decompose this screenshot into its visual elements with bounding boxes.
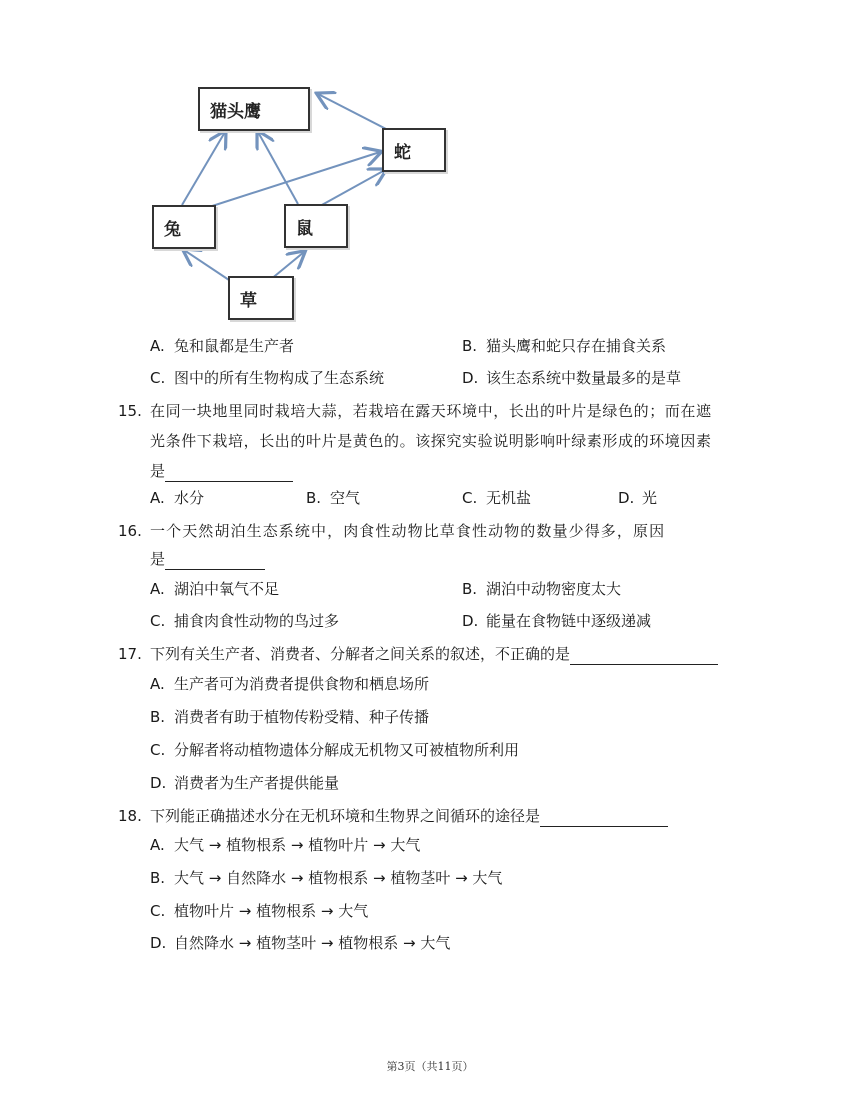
q16-option-d (462, 610, 651, 632)
q16-stem-text: 是 (150, 550, 166, 568)
option-text: 生产者可为消费者提供食物和栖息场所 (174, 675, 430, 693)
option-text: 空气 (330, 489, 361, 507)
q17-number: 17. (118, 645, 142, 663)
option-label: B. (150, 869, 166, 887)
q17-option-b (150, 706, 429, 728)
q17-stem-line1 (150, 643, 718, 665)
option-text: 分解者将动植物遗体分解成无机物又可被植物所利用 (174, 741, 520, 759)
option-text: 光 (642, 489, 658, 507)
q14-option-d (462, 367, 681, 389)
option-text: 植物叶片 → 植物根系 → 大气 (174, 902, 369, 920)
option-label: A. (150, 489, 165, 507)
option-label: D. (150, 934, 167, 952)
q16-option-c (150, 610, 339, 632)
arrow-rabbit-owl (182, 132, 225, 205)
option-text: 水分 (174, 489, 205, 507)
node-snake: 蛇 (382, 128, 446, 172)
q16-number: 16. (118, 522, 142, 540)
option-text: 图中的所有生物构成了生态系统 (174, 369, 385, 387)
answer-blank[interactable] (540, 808, 668, 827)
q16-stem-line2 (150, 548, 265, 570)
q15-number: 15. (118, 402, 142, 420)
option-label: A. (150, 337, 165, 355)
q18-option-d (150, 932, 450, 954)
option-text: 能量在食物链中逐级递减 (486, 612, 652, 630)
option-text: 该生态系统中数量最多的是草 (486, 369, 682, 387)
q15-stem-text: 是 (150, 462, 166, 480)
q15-option-d (618, 487, 657, 509)
node-rabbit: 兔 (152, 205, 216, 249)
q18-option-a (150, 834, 420, 856)
option-label: C. (150, 902, 166, 920)
option-text: 消费者为生产者提供能量 (174, 774, 340, 792)
q17-option-a (150, 673, 429, 695)
option-text: 捕食肉食性动物的鸟过多 (174, 612, 340, 630)
q15-option-b (306, 487, 360, 509)
option-label: D. (618, 489, 635, 507)
arrow-mouse-owl (258, 132, 298, 204)
q18-option-c (150, 900, 368, 922)
q18-option-b (150, 867, 502, 889)
arrow-rabbit-snake (206, 152, 380, 208)
option-label: C. (462, 489, 478, 507)
option-text: 消费者有助于植物传粉受精、种子传播 (174, 708, 430, 726)
q18-stem-line1 (150, 805, 668, 827)
q18-stem-text: 下列能正确描述水分在无机环境和生物界之间循环的途径是 (150, 807, 541, 825)
option-text: 无机盐 (486, 489, 532, 507)
option-text: 湖泊中动物密度太大 (486, 580, 622, 598)
option-text: 大气 → 自然降水 → 植物根系 → 植物茎叶 → 大气 (174, 869, 503, 887)
q17-stem-text: 下列有关生产者、消费者、分解者之间关系的叙述，不正确的是 (150, 645, 571, 663)
q14-option-b (462, 335, 666, 357)
q16-stem-line1: 一个天然胡泊生态系统中，肉食性动物比草食性动物的数量少得多，原因 (150, 522, 666, 540)
q15-option-a (150, 487, 204, 509)
q15-stem-line3 (150, 460, 293, 482)
option-label: D. (462, 612, 479, 630)
option-label: C. (150, 741, 166, 759)
option-text: 湖泊中氧气不足 (174, 580, 280, 598)
q15-stem-line2: 光条件下栽培，长出的叶片是黄色的。该探究实验说明影响叶绿素形成的环境因素 (150, 432, 712, 450)
q17-option-d (150, 772, 339, 794)
option-label: C. (150, 612, 166, 630)
option-label: D. (462, 369, 479, 387)
option-label: B. (462, 337, 478, 355)
node-owl: 猫头鹰 (198, 87, 310, 131)
option-label: B. (462, 580, 478, 598)
option-text: 自然降水 → 植物茎叶 → 植物根系 → 大气 (174, 934, 451, 952)
q14-option-c (150, 367, 384, 389)
option-label: A. (150, 580, 165, 598)
answer-blank[interactable] (165, 463, 293, 482)
option-label: B. (150, 708, 166, 726)
page-footer: 第3页（共11页） (386, 1060, 474, 1073)
option-label: C. (150, 369, 166, 387)
option-label: D. (150, 774, 167, 792)
q15-stem-line1: 在同一块地里同时栽培大蒜，若栽培在露天环境中，长出的叶片是绿色的；而在遮 (150, 402, 712, 420)
option-text: 大气 → 植物根系 → 植物叶片 → 大气 (174, 836, 421, 854)
node-grass: 草 (228, 276, 294, 320)
node-mouse: 鼠 (284, 204, 348, 248)
option-label: B. (306, 489, 322, 507)
option-label: A. (150, 836, 165, 854)
q17-option-c (150, 739, 519, 761)
q16-option-a (150, 578, 279, 600)
option-text: 兔和鼠都是生产者 (174, 337, 295, 355)
q16-option-b (462, 578, 621, 600)
q14-option-a (150, 335, 294, 357)
q15-option-c (462, 487, 531, 509)
option-label: A. (150, 675, 165, 693)
answer-blank[interactable] (165, 551, 265, 570)
food-web-diagram (140, 70, 470, 330)
arrow-grass-rabbit (184, 250, 232, 282)
option-text: 猫头鹰和蛇只存在捕食关系 (486, 337, 667, 355)
answer-blank[interactable] (570, 646, 718, 665)
arrow-snake-owl (318, 94, 388, 130)
arrow-mouse-snake (320, 170, 385, 206)
q18-number: 18. (118, 807, 142, 825)
